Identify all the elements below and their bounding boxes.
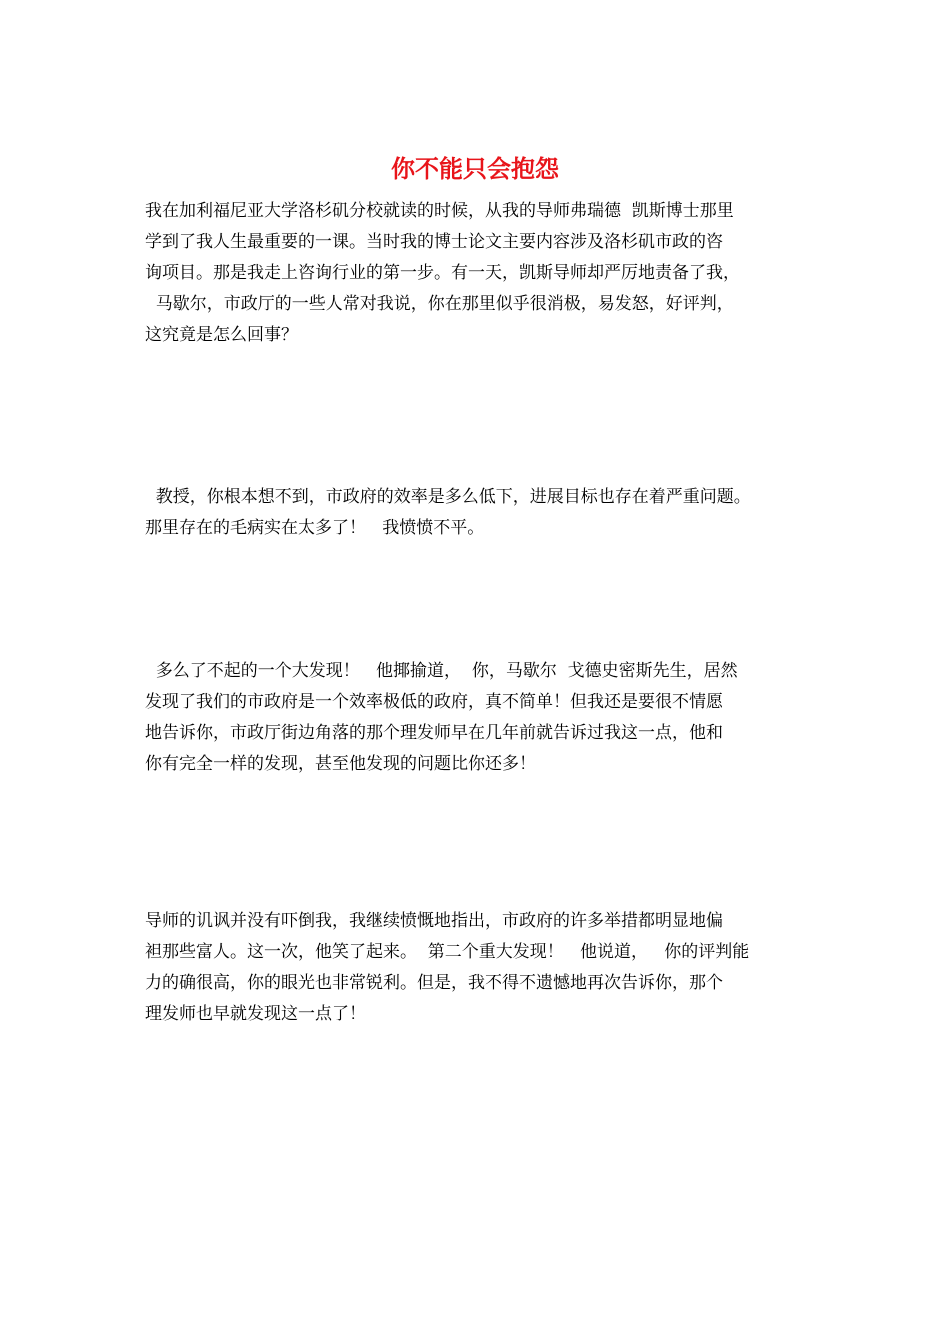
paragraph-3 bbox=[145, 656, 835, 780]
paragraph-line: 力的确很高，你的眼光也非常锐利。但是，我不得不遗憾地再次告诉你，那个 bbox=[145, 973, 723, 993]
paragraph-line: 理发师也早就发现这一点了！ bbox=[145, 1004, 366, 1024]
paragraph-line: 地告诉你，市政厅街边角落的那个理发师早在几年前就告诉过我这一点，他和 bbox=[145, 723, 723, 743]
document-title: 你不能只会抱怨 bbox=[391, 154, 559, 183]
paragraph-line: 马歇尔，市政厅的一些人常对我说，你在那里似乎很消极，易发怒，好评判， bbox=[145, 294, 734, 314]
paragraph-line: 发现了我们的市政府是一个效率极低的政府，真不简单！但我还是要很不情愿 bbox=[145, 692, 723, 712]
paragraph-line: 你有完全一样的发现，甚至他发现的问题比你还多！ bbox=[145, 754, 536, 774]
paragraph-line: 学到了我人生最重要的一课。当时我的博士论文主要内容涉及洛杉矶市政的咨 bbox=[145, 232, 723, 252]
paragraph-line: 询项目。那是我走上咨询行业的第一步。有一天，凯斯导师却严厉地责备了我， bbox=[145, 263, 740, 283]
paragraph-line: 多么了不起的一个大发现！ 他揶揄道， 你，马歇尔 戈德史密斯先生，居然 bbox=[145, 661, 738, 681]
paragraph-4 bbox=[145, 906, 835, 1030]
paragraph-line: 导师的讥讽并没有吓倒我，我继续愤慨地指出，市政府的许多举措都明显地偏 bbox=[145, 911, 723, 931]
paragraph-line: 我在加利福尼亚大学洛杉矶分校就读的时候，从我的导师弗瑞德 凯斯博士那里 bbox=[145, 201, 734, 221]
paragraph-line: 那里存在的毛病实在太多了！ 我愤愤不平。 bbox=[145, 518, 485, 538]
paragraph-line: 教授，你根本想不到，市政府的效率是多么低下，进展目标也存在着严重问题。 bbox=[145, 487, 751, 507]
paragraph-2 bbox=[145, 482, 835, 544]
paragraph-1 bbox=[145, 196, 835, 351]
paragraph-line: 袒那些富人。这一次，他笑了起来。 第二个重大发现！ 他说道， 你的评判能 bbox=[145, 942, 750, 962]
paragraph-line: 这究竟是怎么回事？ bbox=[145, 325, 298, 345]
